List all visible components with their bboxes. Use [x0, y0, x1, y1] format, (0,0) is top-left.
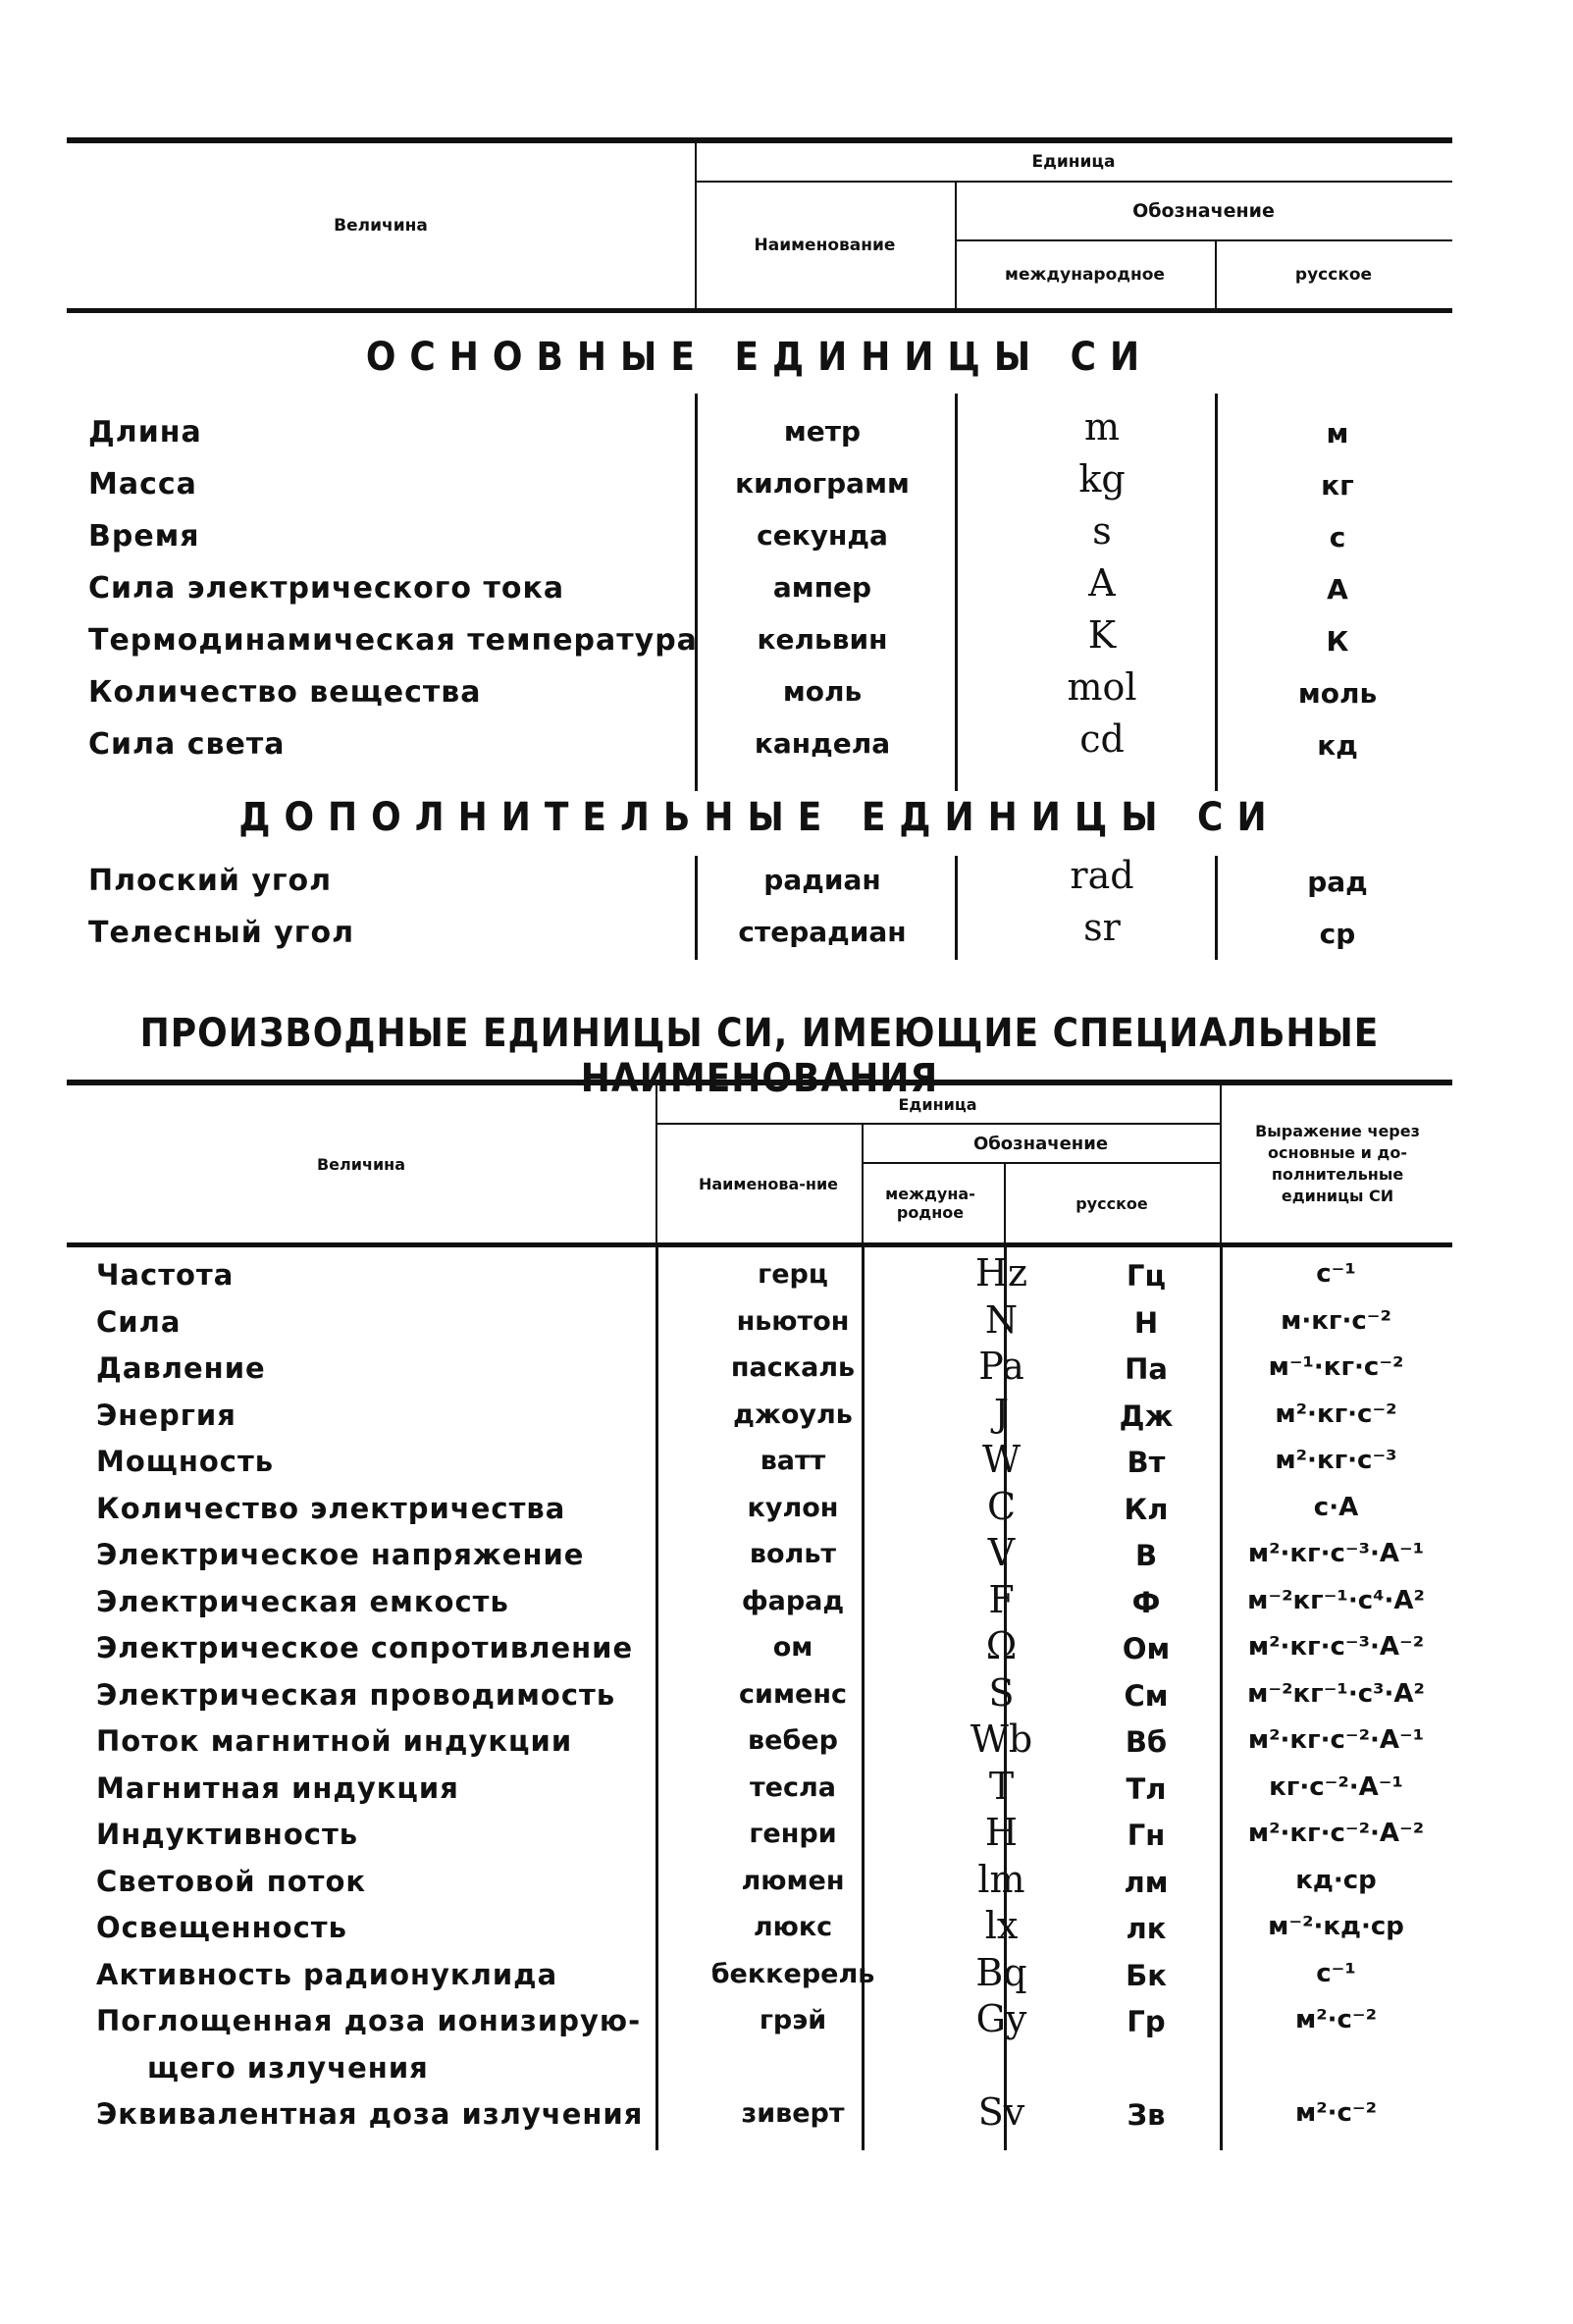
unit-name-cell: фарад	[741, 1585, 845, 1616]
quantity-cell: Телесный угол	[88, 916, 355, 950]
header-quantity: Величина	[316, 1154, 406, 1174]
rus-symbol-cell: лм	[1124, 1865, 1169, 1899]
intl-symbol-cell: Gy	[975, 1997, 1027, 2040]
rus-symbol-cell: ср	[1319, 918, 1356, 950]
table-row	[67, 1765, 1452, 1812]
unit-name-cell: килограмм	[735, 467, 910, 500]
intl-symbol-cell: K	[1087, 613, 1117, 657]
intl-symbol-cell: kg	[1078, 457, 1126, 501]
quantity-cell: Поток магнитной индукции	[96, 1724, 573, 1758]
header-international: международное	[1005, 265, 1165, 285]
rus-symbol-cell: См	[1124, 1678, 1169, 1713]
rus-symbol-cell: Кл	[1124, 1492, 1169, 1526]
rus-symbol-cell: Гр	[1127, 2005, 1166, 2038]
base-units-table	[67, 137, 1452, 960]
table-row	[67, 1811, 1452, 1858]
header-unit: Единица	[898, 1094, 977, 1114]
header-russian: русское	[1294, 265, 1373, 285]
table-row	[67, 906, 1452, 958]
unit-name-cell: кулон	[747, 1492, 839, 1523]
table-row	[67, 1345, 1452, 1392]
intl-symbol-cell: sr	[1083, 906, 1121, 949]
intl-symbol-cell: Bq	[975, 1950, 1027, 1994]
intl-symbol-cell: lx	[984, 1904, 1019, 1947]
table-row	[67, 2044, 1452, 2091]
section-title-supplementary: ДОПОЛНИТЕЛЬНЫЕ ЕДИНИЦЫ СИ	[238, 795, 1281, 840]
intl-symbol-cell: lm	[977, 1857, 1025, 1901]
quantity-cell: Плоский угол	[88, 864, 333, 898]
derived-units-body	[67, 1247, 1452, 2150]
rus-symbol-cell: кд	[1317, 729, 1358, 762]
supplementary-units-body	[67, 852, 1452, 960]
table-row	[67, 1251, 1452, 1298]
unit-name-cell: радиан	[763, 864, 881, 896]
intl-symbol-cell: rad	[1070, 854, 1134, 897]
table-row	[67, 1438, 1452, 1485]
header-quantity: Величина	[334, 216, 428, 236]
intl-symbol-cell: T	[988, 1764, 1015, 1808]
unit-name-cell: ампер	[772, 571, 872, 604]
expression-cell: м²·кг·с⁻³·А⁻²	[1247, 1632, 1425, 1662]
rus-symbol-cell: Гн	[1127, 1819, 1166, 1852]
intl-symbol-cell: A	[1088, 561, 1116, 605]
table-row	[67, 2090, 1452, 2138]
table-row	[67, 1997, 1452, 2044]
rus-symbol-cell: Дж	[1119, 1399, 1174, 1433]
table-row	[67, 405, 1452, 457]
expression-cell: м²·кг·с⁻³·А⁻¹	[1247, 1539, 1425, 1568]
quantity-cell: Поглощенная доза ионизирую-	[96, 2004, 642, 2037]
table2-header	[67, 1080, 1452, 1247]
expression-cell: м²·с⁻²	[1294, 2005, 1378, 2034]
rus-symbol-cell: Зв	[1127, 2098, 1166, 2132]
table-row	[67, 1298, 1452, 1346]
quantity-cell: Сила электрического тока	[88, 571, 565, 606]
quantity-cell: Частота	[96, 1258, 235, 1292]
quantity-cell: Магнитная индукция	[96, 1770, 459, 1805]
intl-symbol-cell: m	[1083, 405, 1121, 449]
expression-cell: с⁻¹	[1316, 1259, 1356, 1289]
table-row	[67, 1904, 1452, 1951]
unit-name-cell: джоуль	[733, 1399, 853, 1430]
quantity-cell: Количество электричества	[96, 1491, 566, 1525]
intl-symbol-cell: V	[987, 1531, 1016, 1574]
intl-symbol-cell: Pa	[978, 1345, 1024, 1388]
unit-name-cell: ватт	[760, 1446, 826, 1476]
table-row	[67, 613, 1452, 665]
rus-symbol-cell: моль	[1297, 677, 1378, 710]
base-units-body	[67, 394, 1452, 791]
expression-cell: м⁻²кг⁻¹·с⁴·А²	[1247, 1585, 1425, 1615]
header-designation: Обозначение	[972, 1133, 1109, 1154]
quantity-cell: Сила	[96, 1304, 182, 1339]
rus-symbol-cell: К	[1326, 625, 1349, 658]
table-row	[67, 1485, 1452, 1532]
rus-symbol-cell: Н	[1133, 1305, 1159, 1340]
intl-symbol-cell: F	[988, 1577, 1015, 1621]
header-name: Наименова-ние	[698, 1174, 839, 1193]
intl-symbol-cell: Wb	[970, 1717, 1033, 1761]
intl-symbol-cell: J	[993, 1391, 1010, 1435]
rus-symbol-cell: А	[1327, 573, 1348, 606]
expression-cell: с·А	[1313, 1492, 1359, 1522]
unit-name-cell: метр	[783, 415, 862, 448]
expression-cell: кд·ср	[1295, 1865, 1377, 1895]
expression-cell: м⁻²·кд·ср	[1268, 1912, 1404, 1941]
quantity-cell: щего излучения	[147, 2050, 429, 2085]
header-name: Наименование	[754, 236, 896, 255]
rus-symbol-cell: Па	[1125, 1352, 1168, 1386]
unit-name-cell: кандела	[754, 727, 891, 760]
intl-symbol-cell: N	[984, 1297, 1019, 1342]
expression-cell: м²·кг·с⁻²	[1275, 1399, 1397, 1429]
expression-cell: с⁻¹	[1316, 1958, 1356, 1988]
unit-name-cell: вебер	[748, 1725, 838, 1756]
rus-symbol-cell: Гц	[1127, 1259, 1166, 1293]
expression-cell: м²·кг·с⁻²·А⁻¹	[1247, 1725, 1425, 1755]
rus-symbol-cell: с	[1329, 521, 1346, 554]
expression-cell: м²·кг·с⁻²·А⁻²	[1247, 1819, 1425, 1848]
table-row	[67, 1531, 1452, 1578]
header-international: междуна-родное	[885, 1185, 975, 1222]
rus-symbol-cell: кг	[1321, 469, 1354, 502]
quantity-cell: Длина	[88, 415, 202, 449]
rus-symbol-cell: Вб	[1125, 1725, 1168, 1759]
table-row	[67, 1671, 1452, 1718]
rus-symbol-cell: Ом	[1122, 1632, 1171, 1665]
quantity-cell: Электрическая проводимость	[96, 1677, 616, 1712]
table-row	[67, 1858, 1452, 1905]
intl-symbol-cell: Hz	[974, 1251, 1028, 1294]
quantity-cell: Давление	[96, 1351, 266, 1385]
intl-symbol-cell: H	[984, 1811, 1019, 1854]
quantity-cell: Мощность	[96, 1445, 275, 1478]
table-row	[67, 1578, 1452, 1625]
table-row	[67, 1392, 1452, 1439]
table1-header	[67, 137, 1452, 313]
unit-name-cell: сименс	[739, 1678, 847, 1710]
unit-name-cell: герц	[758, 1259, 828, 1290]
table-row	[67, 1624, 1452, 1671]
expression-cell: м⁻²кг⁻¹·с³·А²	[1247, 1678, 1425, 1709]
derived-units-table	[67, 1080, 1452, 2150]
expression-cell: кг·с⁻²·А⁻¹	[1269, 1771, 1403, 1802]
unit-name-cell: зиверт	[741, 2098, 845, 2129]
table-row	[67, 561, 1452, 613]
intl-symbol-cell: W	[981, 1438, 1022, 1481]
unit-name-cell: люкс	[753, 1912, 833, 1942]
rus-symbol-cell: м	[1326, 417, 1349, 449]
unit-name-cell: ньютон	[736, 1305, 850, 1337]
expression-cell: м²·кг·с⁻³	[1275, 1446, 1397, 1475]
unit-name-cell: паскаль	[730, 1352, 856, 1383]
rus-symbol-cell: Бк	[1126, 1958, 1167, 1992]
quantity-cell: Световой поток	[96, 1864, 367, 1898]
table-row	[67, 854, 1452, 906]
table-row	[67, 717, 1452, 769]
unit-name-cell: беккерель	[710, 1958, 875, 1989]
header-designation: Обозначение	[1132, 200, 1275, 222]
rus-symbol-cell: Вт	[1127, 1446, 1166, 1479]
quantity-cell: Электрическое напряжение	[96, 1538, 585, 1571]
unit-name-cell: кельвин	[757, 623, 888, 656]
derived-units-title: ПРОИЗВОДНЫЕ ЕДИНИЦЫ СИ, ИМЕЮЩИЕ СПЕЦИАЛЬНЫЕ НАИМЕНОВАНИЯ	[139, 1011, 1380, 1101]
quantity-cell: Количество вещества	[88, 675, 482, 710]
table-row	[67, 509, 1452, 561]
unit-name-cell: секунда	[757, 519, 888, 552]
quantity-cell: Индуктивность	[96, 1818, 359, 1851]
quantity-cell: Время	[88, 519, 200, 554]
intl-symbol-cell: mol	[1067, 665, 1137, 709]
rus-symbol-cell: В	[1134, 1539, 1158, 1572]
quantity-cell: Освещенность	[96, 1911, 347, 1944]
header-unit: Единица	[1031, 152, 1116, 172]
quantity-cell: Электрическое сопротивление	[96, 1631, 634, 1664]
rus-symbol-cell: Тл	[1126, 1771, 1167, 1806]
unit-name-cell: вольт	[749, 1539, 837, 1569]
table-row	[67, 1717, 1452, 1765]
rus-symbol-cell: лк	[1126, 1912, 1167, 1945]
unit-name-cell: моль	[782, 675, 863, 708]
quantity-cell: Электрическая емкость	[96, 1584, 509, 1618]
section-title-base: ОСНОВНЫЕ ЕДИНИЦЫ СИ	[365, 335, 1154, 380]
unit-name-cell: стерадиан	[738, 916, 907, 948]
table-row	[67, 665, 1452, 717]
rus-symbol-cell: рад	[1307, 866, 1368, 898]
header-expression: Выражение через основные и до-полнительные единицы СИ	[1255, 1122, 1420, 1205]
expression-cell: м⁻¹·кг·с⁻²	[1268, 1352, 1404, 1382]
intl-symbol-cell: s	[1092, 509, 1112, 553]
unit-name-cell: ом	[772, 1632, 813, 1663]
table-row	[67, 457, 1452, 509]
header-russian: русское	[1075, 1193, 1148, 1213]
unit-name-cell: генри	[749, 1819, 837, 1849]
quantity-cell: Масса	[88, 467, 197, 502]
quantity-cell: Сила света	[88, 727, 286, 762]
rus-symbol-cell: Ф	[1131, 1585, 1161, 1619]
unit-name-cell: люмен	[741, 1865, 845, 1896]
table-row	[67, 1951, 1452, 1998]
intl-symbol-cell: cd	[1079, 717, 1125, 761]
quantity-cell: Эквивалентная доза излучения	[96, 2097, 644, 2131]
intl-symbol-cell: S	[988, 1670, 1015, 1715]
quantity-cell: Активность радионуклида	[96, 1957, 558, 1991]
expression-cell: м²·с⁻²	[1294, 2098, 1378, 2128]
quantity-cell: Термодинамическая температура	[88, 623, 698, 658]
unit-name-cell: тесла	[750, 1771, 836, 1803]
intl-symbol-cell: Ω	[985, 1624, 1018, 1667]
expression-cell: м·кг·с⁻²	[1281, 1305, 1391, 1336]
intl-symbol-cell: Sv	[977, 2090, 1025, 2134]
intl-symbol-cell: C	[986, 1484, 1017, 1528]
quantity-cell: Энергия	[96, 1398, 236, 1432]
unit-name-cell: грэй	[759, 2005, 827, 2035]
